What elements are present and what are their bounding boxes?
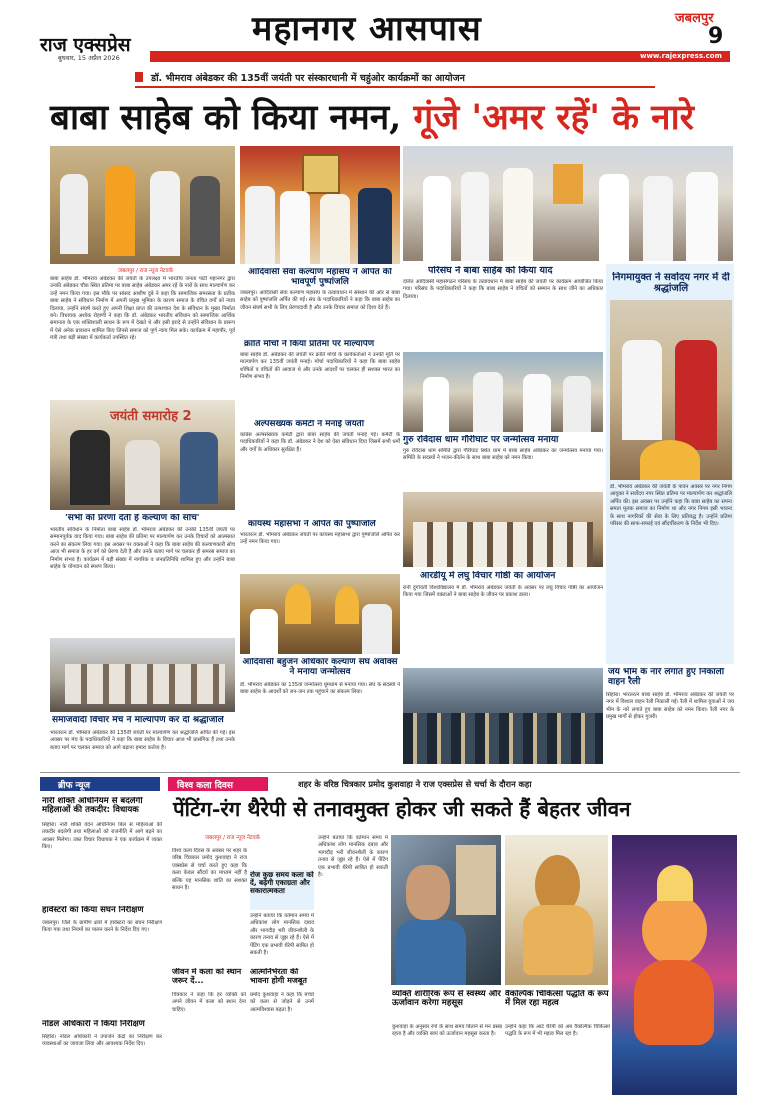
feature-sub-3: आत्मनिर्भरता की भावना होगी मजबूत <box>250 968 307 985</box>
photo-jayanti-samaroh <box>50 400 235 510</box>
photo-samajwadi <box>50 638 235 712</box>
feature-body-6: उन्होंने कहा कि आर्ट थैरेपी को अब वैकल्पिक चिकित्सा पद्धति के रूप में भी महत्व मिल रहा है। <box>505 1024 610 1038</box>
brief-heading-2: हार्वेस्टरों का किया सघन निरीक्षण <box>42 906 144 915</box>
brief-label: ब्रीफ न्यूज <box>58 781 91 791</box>
paper-name: राज एक्सप्रेस <box>40 34 131 56</box>
credit-top: जबलपुर / राज न्यूज नेटवर्क <box>118 268 173 274</box>
jaibhim-heading: जय भीम के नारे लगाते हुए निकाली वाहन रैली <box>608 668 725 687</box>
masthead <box>0 0 778 62</box>
feature-credit: जबलपुर / राज न्यूज नेटवर्क <box>205 835 260 841</box>
feature-sub-4: व्यक्ति शारीरिक रूप से स्वस्थ्य और ऊर्जावान करेगा महसूस <box>392 990 501 1009</box>
issue-date: बुधवार, 15 अप्रैल 2026 <box>58 54 120 62</box>
headline-part1: बाबा साहेब को किया नमन, <box>50 97 402 138</box>
photo-adivasi-sangh <box>240 146 400 264</box>
kayasth-heading: कायस्थ महासभा ने अर्पित की पुष्पांजलि <box>248 520 376 529</box>
brief-body-3: सिहोरा। नोडल अधिकारी ने उपार्जन केंद्रों का निरीक्षण कर व्यवस्थाओं का जायजा लिया और आवश्यक निर्देश दिए। <box>42 1034 162 1048</box>
feature-body-3: चित्रकार ने कहा कि हर व्यक्ति को अपने जीवन में कला को स्थान देना चाहिए। <box>172 992 246 1013</box>
photo-ganesha-art <box>612 835 737 1095</box>
brief-heading-1: नारी शक्ति अधिनियम से बदलेगी महिलाओं की तकदीर: विधायक <box>42 797 143 816</box>
brief-label-bar <box>40 777 160 791</box>
body-top-1: बाबा साहेब डॉ. भीमराव अंबेडकर की जयंती के उपलक्ष्य में भारतीय जनता पार्टी महानगर द्वारा उनकी अंबेडकर चौक स्थित प्रतिमा पर बाबा साहेब अंबेडकर अमर रहें के नारों के साथ माल्यार्पण कर उन्हें नमन किया गया। इस मौके पर सांसद आशीष दुबे ने कहा कि सामाजिक समरसता के प्रतीक बाबा साहेब ने संविधान निर्माण में अपनी प्रमुख भूमिका के कारण समाज के वंचित वर्गों को न्याय दिलाया, उन्होंने संघर्ष करते हुए अपनी शिक्षा प्राप्त की तत्पश्चात देश के संविधान के मुख्य निर्माता बने। विधायक अशोक रोहाणी ने कहा कि डॉ. अंबेडकर भारतीय संविधान को सामाजिक आर्थिक समानता के एक शक्तिशाली साधन के रूप में देखते थे और इसी इरादे से उन्होंने संविधान के प्रारूप में ऐसे अनेक प्रावधान शामिल किए जिनसे समाज को पूर्ण न्याय मिल सके। कार्यक्रम में महापौर, पूर्व मंत्री तथा बड़ी संख्या में कार्यकर्ता उपस्थित रहे। <box>50 276 235 342</box>
quote-heading: 'सभी को प्रेरणा देती है कल्याण की सोच' <box>65 514 200 523</box>
kranti-body: बाबा साहेब डॉ. अंबेडकर की जयंती पर क्रांति मोर्चा के कार्यकर्ताओं ने उनकी मूर्ति पर माल्यार्पण कर 135वीं जयंती मनाई। मोर्चा पदाधिकारियों ने कहा कि बाबा साहेब शोषितों व वंचितों की आवाज थे और उनके आदर्शों पर चलकर ही सशक्त भारत का निर्माण संभव है। <box>240 352 400 381</box>
section-title: महानगर आसपास <box>252 9 482 49</box>
feature-body-5: कुशवाहा के अनुसार रंगों के साथ समय बिताने से मन प्रसन्न रहता है और व्यक्ति स्वयं को ऊर्जावान महसूस करता है। <box>392 1024 502 1038</box>
inset-banner: जयंती समारोह 2 <box>110 409 192 424</box>
samajwadi-body: भारतरत्न डॉ. भीमराव अंबेडकर की 135वीं जयंती पर माल्यार्पण कर श्रद्धांजलि अर्पित की गई। इस अवसर पर मंच के पदाधिकारियों ने कहा कि बाबा साहेब के विचार आज भी प्रासंगिक हैं तथा उनके बताए मार्ग पर चलकर समाज को आगे बढ़ाना हमारा कर्तव्य है। <box>50 730 235 751</box>
section-divider <box>40 772 740 773</box>
adivasi-body: जबलपुर। आदिवासी सेवा कल्याण महासंघ के तत्वावधान में संस्थान की ओर से बाबा साहेब को पुष्पांजलि अर्पित की गई। संघ के पदाधिकारियों ने कहा कि बाबा साहेब का जीवन संघर्ष सभी के लिए प्रेरणादायी है और उनके विचार समाज को दिशा देते हैं। <box>240 290 400 311</box>
parsangh-heading: परिसंघ ने बाबा साहेब को किया याद <box>428 266 553 276</box>
jaibhim-body: सिहोरा। भारतरत्न बाबा साहेब डॉ. भीमराव अंबेडकर की जयंती पर नगर में विशाल वाहन रैली निकाली गई। रैली में शामिल युवाओं ने जय भीम के नारे लगाते हुए बाबा साहेब को नमन किया। रैली नगर के प्रमुख मार्गों से होकर गुजरी। <box>606 692 734 721</box>
feature-body-1: विश्व कला दिवस के अवसर पर शहर के वरिष्ठ चित्रकार प्रमोद कुशवाहा ने राज एक्सप्रेस से चर्चा करते हुए कहा कि कला केवल सौंदर्य का माध्यम नहीं है बल्कि यह मानसिक शांति का सशक्त साधन है। <box>172 848 247 892</box>
nigam-body: डॉ. भीमराव अंबेडकर की जयंती के पावन अवसर पर नगर निगम आयुक्त ने सर्वोदय नगर स्थित प्रतिमा पर माल्यार्पण कर श्रद्धांजलि अर्पित की। इस अवसर पर उन्होंने कहा कि बाबा साहेब का सपना समता मूलक समाज का निर्माण था और नगर निगम इसी भावना के साथ नागरिकों की सेवा के लिए प्रतिबद्ध है। उन्होंने प्रतिमा परिसर की साफ-सफाई एवं सौंदर्यीकरण के निर्देश भी दिए। <box>610 484 732 528</box>
photo-artist <box>391 835 501 985</box>
kayasth-body: भारतरत्न डॉ. भीमराव अंबेडकर जयंती पर कायस्थ महासभा द्वारा पुष्पांजलि अर्पित कर उन्हें नमन किया गया। <box>240 532 400 546</box>
parsangh-body: दलित आदिवासी महासंगठन परिसंघ के तत्वावधान में बाबा साहेब की जयंती पर कार्यक्रम आयोजित किया गया। परिसंघ के पदाधिकारियों ने कहा कि बाबा साहेब ने वंचितों को सम्मान के साथ जीने का अधिकार दिलाया। <box>403 279 603 300</box>
photo-painting <box>505 835 608 985</box>
kranti-heading: क्रांति मोर्चा ने किया प्रतिमा पर माल्यार्पण <box>244 340 375 349</box>
feature-sub-5: वैकल्पिक चिकित्सा पद्धति के रूप में मिल रहा महत्व <box>505 990 609 1009</box>
feature-headline: पेंटिंग-रंग थैरेपी से तनावमुक्त होकर जी सकते हैं बेहतर जीवन <box>173 797 631 821</box>
top-kicker: डॉ. भीमराव अंबेडकर की 135वीं जयंती पर संस्कारधानी में चहुंओर कार्यक्रमों का आयोजन <box>135 70 655 88</box>
page-number: 9 <box>708 24 724 49</box>
body-top-2: भारतीय संविधान के निर्माता बाबा साहेब डॉ. भीमराव अंबेडकर की उनकी 135वीं जयंती पर सम्मानपूर्वक याद किया गया। बाबा साहेब की प्रतिमा पर माल्यार्पण कर उनके विचारों को आत्मसात करने का संकल्प लिया गया। इस अवसर पर वक्ताओं ने कहा कि बाबा साहेब की कल्याणकारी सोच आज भी समाज के हर वर्ग को प्रेरणा देती है और उनके बताए मार्ग पर चलकर ही समरस समाज का निर्माण संभव है। कार्यक्रम में बड़ी संख्या में नागरिक व जनप्रतिनिधि शामिल हुए और उन्होंने बाबा साहेब के योगदान को स्मरण किया। <box>50 527 235 571</box>
feature-body-2b: उन्होंने बताया कि वर्तमान समय में अधिकांश लोग मानसिक दबाव और भागदौड़ भरी जीवनशैली के कारण तनाव से जूझ रहे हैं। ऐसे में पेंटिंग एक प्रभावी थैरेपी साबित हो सकती है। <box>318 835 388 879</box>
feature-sub-2: जीवन में कला को स्थान जरूर दें... <box>172 968 242 985</box>
guru-heading: गुरु रविदास धाम गौरीघाट पर जन्मोत्सव मनाया <box>403 435 559 445</box>
feature-body-2: उन्होंने बताया कि वर्तमान समय में अधिकांश लोग मानसिक दबाव और भागदौड़ भरी जीवनशैली के कारण तनाव से जूझ रहे हैं। ऐसे में पेंटिंग एक प्रभावी थैरेपी साबित हो सकती है। <box>250 913 314 957</box>
feature-sub-1: रोज कुछ समय कला को दें, बढ़ेगी एकाग्रता और सकारात्मकता <box>250 871 314 895</box>
photo-leaders-garland <box>50 146 235 264</box>
bahujan-heading: आदिवासी बहुजन अधिकार कल्याण संघ अर्वाक्स ने मनाया जन्मोत्सव <box>242 658 398 677</box>
guru-body: गुरु रविदास धाम समिति द्वारा गौरीघाट स्थित धाम में बाबा साहेब अंबेडकर का जन्मोत्सव मनाया गया। समिति के सदस्यों ने भजन-कीर्तन के साथ बाबा साहेब को नमन किया। <box>403 448 603 462</box>
feature-kicker: शहर के वरिष्ठ चित्रकार प्रमोद कुशवाहा ने राज एक्सप्रेस से चर्चा के दौरान कहा <box>298 779 532 789</box>
feature-label: विश्व कला दिवस <box>177 781 233 791</box>
website[interactable]: www.rajexpress.com <box>640 52 722 60</box>
main-headline <box>50 96 740 144</box>
adivasi-heading: आदिवासी सेवा कल्याण महासंघ ने अर्पित की भावपूर्ण पुष्पांजलि <box>248 268 392 287</box>
alpsankhyak-heading: अल्पसंख्यक कमेटी ने मनाई जयंती <box>254 420 364 429</box>
photo-aardiyu-goshthi <box>403 492 603 567</box>
headline-part2: गूंजे 'अमर रहें' के नारे <box>413 97 694 138</box>
brief-body-1: सिहोरा। नारी शक्ति वंदन अधिनियम बिल से महिलाओं की तकदीर बदलेगी तथा महिलाओं को राजनीति में आगे बढ़ने का अवसर मिलेगा। उक्त विचार विधायक ने एक कार्यक्रम में व्यक्त किए। <box>42 822 162 851</box>
bahujan-body: डॉ. भीमराव अंबेडकर का 135वां जन्मोत्सव धूमधाम से मनाया गया। संघ के सदस्यों ने बाबा साहेब के आदर्शों को जन-जन तक पहुंचाने का संकल्प लिया। <box>240 682 400 696</box>
city-name: जबलपुर <box>675 11 714 26</box>
aardiyu-heading: आरडीयू में लघु विचार गोष्ठी का आयोजन <box>420 571 556 581</box>
samajwadi-heading: समाजवादी विचार मंच ने माल्यार्पण कर दी श्रद्धांजलि <box>52 716 224 725</box>
photo-kayasth-puja <box>240 574 400 654</box>
photo-jaibhim-rally <box>403 668 603 764</box>
alpsankhyak-body: कांग्रेस अल्पसंख्यक कमेटी द्वारा बाबा साहेब की जयंती मनाई गई। कमेटी के पदाधिकारियों ने कहा कि डॉ. अंबेडकर ने देश को ऐसा संविधान दिया जिसमें सभी धर्मों और वर्गों के अधिकार सुरक्षित हैं। <box>240 432 400 453</box>
brief-heading-3: नोडल अधिकारी ने किया निरीक्षण <box>42 1020 145 1029</box>
photo-parsangh <box>403 146 733 261</box>
photo-nigamayukt <box>610 300 732 480</box>
nigam-heading: निगमायुक्त ने सर्वोदय नगर में दी श्रद्धांजलि <box>612 272 730 294</box>
feature-body-4: प्रमोद कुशवाहा ने कहा कि बच्चों को कला से जोड़ने से उनमें आत्मविश्वास बढ़ता है। <box>250 992 314 1013</box>
brief-body-2: जबलपुर। जिले के ग्रामीण क्षेत्रों में हार्वेस्टरों का सघन निरीक्षण किया गया तथा नियमों का पालन करने के निर्देश दिए गए। <box>42 920 162 934</box>
aardiyu-body: रानी दुर्गावती विश्वविद्यालय में डॉ. भीमराव अंबेडकर जयंती के अवसर पर लघु विचार गोष्ठी का आयोजन किया गया जिसमें वक्ताओं ने बाबा साहेब के जीवन पर प्रकाश डाला। <box>403 585 603 599</box>
photo-guru-ravidas <box>403 352 603 432</box>
feature-label-bar <box>168 777 268 791</box>
